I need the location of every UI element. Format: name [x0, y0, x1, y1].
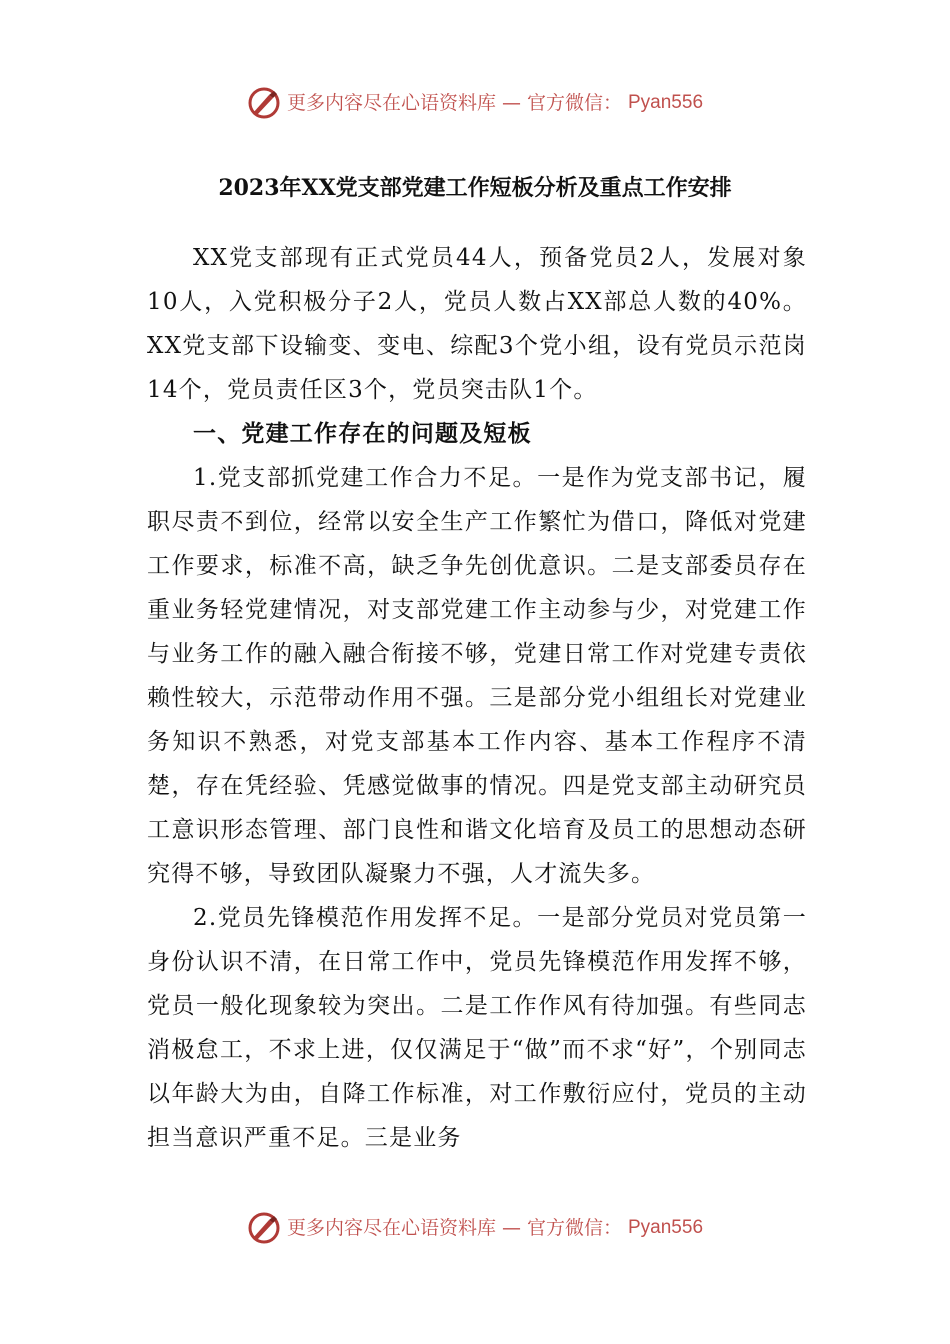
section-heading: 一、党建工作存在的问题及短板	[193, 420, 532, 447]
document-title: 2023年XX党支部党建工作短板分析及重点工作安排	[218, 175, 732, 201]
watermark-header	[0, 83, 950, 123]
watermark-text: 更多内容尽在心语资料库	[286, 92, 496, 114]
watermark-separator: —	[501, 1217, 521, 1239]
item-2-paragraph: 2.党员先锋模范作用发挥不足。一是部分党员对党员第一身份认识不清，在日常工作中，党员先锋模范作用发挥不够，党员一般化现象较为突出。二是工作作风有待加强。有些同志消极怠工，不求上进，仅仅满足于“做”而不求“好”，个别同志以年龄大为由，自降工作标准，对工作敷衍应付，党员的主动担当意识严重不足。三是业务	[147, 905, 807, 1151]
watermark-footer	[0, 1208, 950, 1248]
document-body	[147, 236, 807, 1160]
watermark-wechat-id: Pyan556	[628, 92, 704, 113]
intro-paragraph: XX党支部现有正式党员44人，预备党员2人，发展对象10人，入党积极分子2人，党员人数占XX部总人数的40%。XX党支部下设输变、变电、综配3个党小组，设有党员示范岗14个，党员责任区3个，党员突击队1个。	[147, 245, 807, 403]
watermark-label: 官方微信：	[526, 1217, 622, 1239]
watermark-wechat-id: Pyan556	[628, 1217, 704, 1238]
item-1-paragraph: 1.党支部抓党建工作合力不足。一是作为党支部书记，履职尽责不到位，经常以安全生产工作繁忙为借口，降低对党建工作要求，标准不高，缺乏争先创优意识。二是支部委员存在重业务轻党建情况，对支部党建工作主动参与少，对党建工作与业务工作的融入融合衔接不够，党建日常工作对党建专责依赖性较大，示范带动作用不强。三是部分党小组组长对党建业务知识不熟悉，对党支部基本工作内容、基本工作程序不清楚，存在凭经验、凭感觉做事的情况。四是党支部主动研究员工意识形态管理、部门良性和谐文化培育及员工的思想动态研究得不够，导致团队凝聚力不强，人才流失多。	[147, 465, 807, 887]
pen-logo-icon	[247, 1211, 281, 1245]
watermark-label: 官方微信：	[526, 92, 622, 114]
pen-logo-icon	[247, 86, 281, 120]
watermark-text: 更多内容尽在心语资料库	[286, 1217, 496, 1239]
watermark-separator: —	[501, 92, 521, 114]
